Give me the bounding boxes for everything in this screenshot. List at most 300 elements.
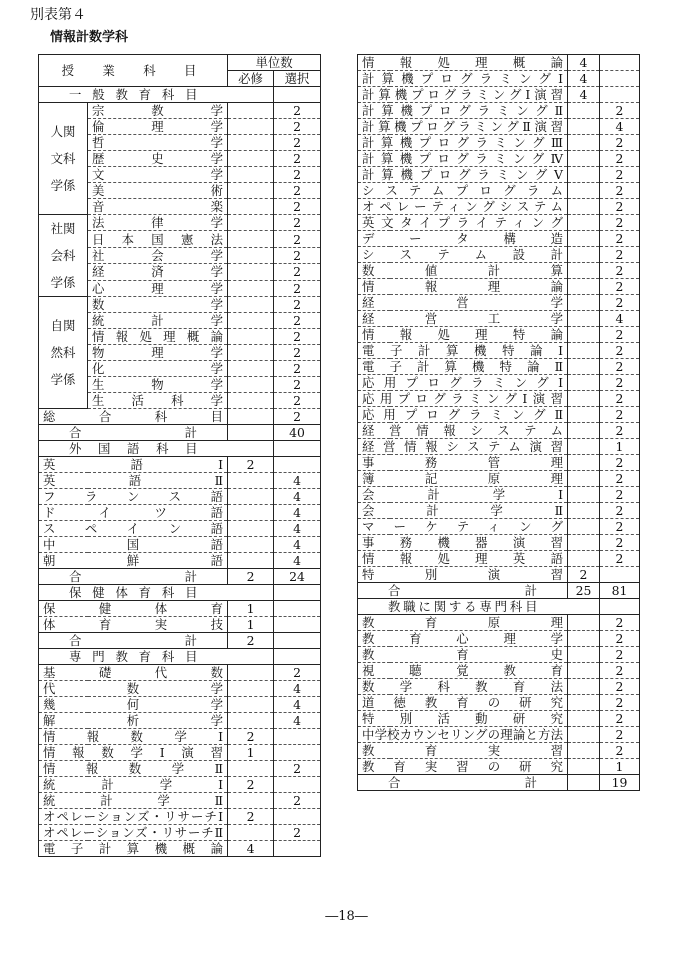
elective-credits: 2 (600, 423, 640, 439)
subject-name: 計算機プログラミングⅡ演習 (358, 119, 568, 135)
required-credits: 2 (568, 567, 600, 583)
elective-credits: 4 (274, 713, 321, 729)
subject-name: 応用プログラミングⅠ演習 (358, 391, 568, 407)
table-row (358, 679, 640, 695)
required-credits: 2 (228, 729, 274, 745)
subject-name: 数学科教育法 (358, 679, 568, 695)
section-header-row (358, 599, 640, 615)
table-row (39, 697, 321, 713)
table-row (358, 119, 640, 135)
elective-credits: 1 (600, 439, 640, 455)
subject-name: 統計学Ⅰ (39, 777, 228, 793)
table-row (39, 809, 321, 825)
subject-name: 生活科学 (88, 393, 228, 409)
required-credits (228, 489, 274, 505)
subject-name: 特別活動研究 (358, 711, 568, 727)
subject-name: 朝鮮語 (39, 553, 228, 569)
table-row (39, 825, 321, 841)
required-credits (568, 759, 600, 775)
table-row (39, 713, 321, 729)
elective-credits: 4 (274, 521, 321, 537)
subject-name: 体育実技 (39, 617, 228, 633)
required-header: 必修 (228, 71, 274, 87)
table-row (39, 473, 321, 489)
elective-credits: 2 (274, 761, 321, 777)
subject-name: 特別演習 (358, 567, 568, 583)
required-credits (568, 311, 600, 327)
elective-credits: 2 (274, 215, 321, 231)
required-credits (568, 455, 600, 471)
required-credits: 1 (228, 601, 274, 617)
subject-name: 経営情報システム演習 (358, 439, 568, 455)
total-row (39, 569, 321, 585)
table-row (39, 457, 321, 473)
elective-credits: 2 (600, 487, 640, 503)
required-credits (568, 423, 600, 439)
elective-credits: 2 (600, 151, 640, 167)
elective-credits: 2 (600, 135, 640, 151)
subject-name: 英文タイプライティング (358, 215, 568, 231)
elective-credits: 2 (274, 313, 321, 329)
subject-name: 電子計算機特論Ⅰ (358, 343, 568, 359)
table-row (39, 793, 321, 809)
subject-name: 中国語 (39, 537, 228, 553)
subject-name: 日本国憲法 (88, 231, 228, 247)
subject-group-label: 社関会科学係 (39, 215, 88, 297)
required-credits (568, 343, 600, 359)
subject-name: オペレーティングシステム (358, 199, 568, 215)
elective-credits: 2 (600, 199, 640, 215)
elective-credits (274, 601, 321, 617)
total-label: 合計 (39, 569, 228, 585)
table-row (358, 167, 640, 183)
elective-credits: 4 (274, 505, 321, 521)
subject-name: 総合科目 (39, 409, 228, 425)
header-row-1 (39, 55, 321, 71)
subject-name: 経営工学 (358, 311, 568, 327)
table-row (358, 663, 640, 679)
elective-credits: 2 (274, 377, 321, 393)
section-title: 教職に関する専門科目 (358, 599, 568, 615)
elective-credits (600, 87, 640, 103)
total-required: 2 (228, 633, 274, 649)
subject-name: 社会学 (88, 247, 228, 263)
total-label: 合計 (39, 425, 228, 441)
table-row (358, 71, 640, 87)
section-blank-cell (600, 599, 640, 615)
elective-credits: 2 (600, 647, 640, 663)
total-row (358, 775, 640, 791)
section-blank-cell (274, 441, 321, 457)
required-credits (228, 681, 274, 697)
section-blank-cell (274, 585, 321, 601)
elective-credits: 2 (600, 231, 640, 247)
subject-name: 会計学Ⅱ (358, 503, 568, 519)
credits-header: 単位数 (228, 55, 321, 71)
total-label: 合計 (39, 633, 228, 649)
section-header-row (39, 585, 321, 601)
table-row (358, 135, 640, 151)
subject-name: 保健体育 (39, 601, 228, 617)
elective-credits: 2 (600, 343, 640, 359)
subject-name: 基礎代数 (39, 665, 228, 681)
elective-credits (274, 457, 321, 473)
right-curriculum-table (357, 54, 640, 791)
subject-name: 幾何学 (39, 697, 228, 713)
required-credits (568, 103, 600, 119)
subject-name: スペイン語 (39, 521, 228, 537)
elective-credits: 2 (274, 665, 321, 681)
table-row (39, 777, 321, 793)
required-credits (568, 727, 600, 743)
subject-name: 電子計算機特論Ⅱ (358, 359, 568, 375)
table-row (358, 519, 640, 535)
subject-name: 計算機プログラミングⅡ (358, 103, 568, 119)
required-credits (568, 391, 600, 407)
elective-credits: 2 (600, 551, 640, 567)
subject-name: 情報処理特論 (358, 327, 568, 343)
department-title: 情報計数学科 (50, 30, 129, 45)
required-credits (228, 215, 274, 231)
elective-credits: 2 (600, 375, 640, 391)
subject-name: 化学 (88, 361, 228, 377)
required-credits (568, 263, 600, 279)
table-row (358, 711, 640, 727)
required-credits (568, 647, 600, 663)
elective-credits: 2 (600, 743, 640, 759)
table-row (358, 391, 640, 407)
required-credits (568, 615, 600, 631)
elective-credits: 2 (274, 793, 321, 809)
table-row (358, 343, 640, 359)
required-credits (568, 167, 600, 183)
table-row (39, 841, 321, 857)
table-row (358, 487, 640, 503)
elective-credits: 2 (600, 711, 640, 727)
section-blank-cell (228, 441, 274, 457)
elective-credits: 4 (274, 697, 321, 713)
required-credits (568, 199, 600, 215)
table-row (358, 439, 640, 455)
subject-name: 宗教学 (88, 103, 228, 119)
elective-credits: 2 (274, 167, 321, 183)
section-header-row (39, 87, 321, 103)
section-header-row (39, 649, 321, 665)
elective-credits: 2 (600, 359, 640, 375)
elective-credits (274, 745, 321, 761)
subject-name: フランス語 (39, 489, 228, 505)
elective-credits: 4 (600, 119, 640, 135)
elective-credits: 4 (274, 553, 321, 569)
elective-credits (600, 71, 640, 87)
table-row (39, 489, 321, 505)
required-credits (228, 119, 274, 135)
table-row (39, 681, 321, 697)
table-row (358, 727, 640, 743)
required-credits (568, 359, 600, 375)
required-credits (568, 503, 600, 519)
subject-name: 計算機プログラミングⅠ演習 (358, 87, 568, 103)
required-credits (568, 551, 600, 567)
table-row (358, 535, 640, 551)
total-elective (274, 633, 321, 649)
required-credits (228, 793, 274, 809)
elective-credits: 2 (274, 151, 321, 167)
elective-credits: 4 (274, 681, 321, 697)
subject-name: 応用プログラミングⅡ (358, 407, 568, 423)
subject-name: 教育実習 (358, 743, 568, 759)
required-credits: 4 (568, 87, 600, 103)
required-credits (228, 103, 274, 119)
elective-credits: 2 (600, 167, 640, 183)
table-row (358, 279, 640, 295)
table-row (39, 665, 321, 681)
elective-credits: 2 (600, 615, 640, 631)
subject-name: 文学 (88, 167, 228, 183)
subject-name: 情報数学Ⅰ (39, 729, 228, 745)
required-credits (228, 697, 274, 713)
elective-credits (274, 729, 321, 745)
subject-name: 視聴覚教育 (358, 663, 568, 679)
total-label: 合計 (358, 583, 568, 599)
subject-group-label: 自関然科学係 (39, 297, 88, 409)
elective-credits: 4 (274, 473, 321, 489)
elective-credits: 2 (600, 631, 640, 647)
subject-name: 英語Ⅱ (39, 473, 228, 489)
required-credits: 2 (228, 457, 274, 473)
section-title: 一般教育科目 (39, 87, 228, 103)
elective-credits: 2 (274, 135, 321, 151)
required-credits (568, 711, 600, 727)
elective-credits (274, 809, 321, 825)
elective-credits: 2 (600, 471, 640, 487)
section-title: 外国語科目 (39, 441, 228, 457)
elective-credits: 2 (600, 295, 640, 311)
table-row (358, 151, 640, 167)
subject-name: 教育実習の研究 (358, 759, 568, 775)
table-row (39, 601, 321, 617)
total-row (39, 425, 321, 441)
subject-name: 代数学 (39, 681, 228, 697)
table-row (39, 297, 321, 313)
required-credits (228, 713, 274, 729)
required-credits: 4 (568, 71, 600, 87)
required-credits (568, 439, 600, 455)
table-row (358, 407, 640, 423)
subject-name: 情報理論 (358, 279, 568, 295)
required-credits (228, 665, 274, 681)
subject-name: データ構造 (358, 231, 568, 247)
table-row (358, 567, 640, 583)
subject-name: 教育原理 (358, 615, 568, 631)
elective-credits: 2 (600, 455, 640, 471)
elective-credits: 2 (274, 119, 321, 135)
required-credits (568, 471, 600, 487)
subject-name: システムプログラム (358, 183, 568, 199)
subject-name: 会計学Ⅰ (358, 487, 568, 503)
required-credits (228, 199, 274, 215)
required-credits (228, 329, 274, 345)
table-row (358, 359, 640, 375)
table-row (358, 615, 640, 631)
required-credits (568, 375, 600, 391)
required-credits (568, 231, 600, 247)
required-credits (228, 313, 274, 329)
elective-credits: 2 (600, 503, 640, 519)
subject-name: 中学校カウンセリングの理論と方法 (358, 727, 568, 743)
subject-name: 教育史 (358, 647, 568, 663)
required-credits (228, 553, 274, 569)
elective-credits: 2 (600, 391, 640, 407)
subject-name: マーケティング (358, 519, 568, 535)
elective-credits: 2 (600, 695, 640, 711)
elective-credits: 2 (274, 199, 321, 215)
table-row (358, 295, 640, 311)
required-credits (568, 151, 600, 167)
total-elective: 24 (274, 569, 321, 585)
table-row (358, 231, 640, 247)
elective-credits (274, 841, 321, 857)
total-required: 2 (228, 569, 274, 585)
required-credits (568, 631, 600, 647)
table-row (39, 409, 321, 425)
table-row (358, 375, 640, 391)
section-title: 保健体育科目 (39, 585, 228, 601)
subject-name: 計算機プログラミングⅢ (358, 135, 568, 151)
elective-credits: 2 (600, 679, 640, 695)
table-row (39, 505, 321, 521)
subject-name: システム設計 (358, 247, 568, 263)
table-row (358, 55, 640, 71)
subject-name: 歴史学 (88, 151, 228, 167)
required-credits (568, 679, 600, 695)
required-credits: 2 (228, 809, 274, 825)
required-credits: 1 (228, 617, 274, 633)
elective-credits: 1 (600, 759, 640, 775)
required-credits: 4 (228, 841, 274, 857)
table-row (39, 729, 321, 745)
table-row (39, 215, 321, 231)
elective-credits: 4 (274, 489, 321, 505)
table-row (358, 695, 640, 711)
required-credits (228, 361, 274, 377)
table-row (358, 103, 640, 119)
section-blank-cell (228, 87, 274, 103)
required-credits (228, 393, 274, 409)
elective-credits: 2 (274, 361, 321, 377)
subject-name: 哲学 (88, 135, 228, 151)
required-credits (228, 521, 274, 537)
subject-name: オペレーションズ・リサーチⅠ (39, 809, 228, 825)
required-credits (228, 151, 274, 167)
total-elective: 19 (600, 775, 640, 791)
subject-name: 計算機プログラミングⅠ (358, 71, 568, 87)
total-required: 25 (568, 583, 600, 599)
subject-name: 美術 (88, 183, 228, 199)
required-credits (228, 167, 274, 183)
required-credits (228, 473, 274, 489)
elective-credits: 2 (274, 183, 321, 199)
subject-name: 心理学 (88, 280, 228, 296)
required-credits (568, 487, 600, 503)
subject-name: 解析学 (39, 713, 228, 729)
table-row (358, 327, 640, 343)
subject-name: 事務管理 (358, 455, 568, 471)
required-credits (568, 663, 600, 679)
elective-credits: 4 (600, 311, 640, 327)
elective-credits: 2 (274, 409, 321, 425)
elective-credits: 2 (600, 215, 640, 231)
subject-name: 計算機プログラミングⅣ (358, 151, 568, 167)
subject-name: 英語Ⅰ (39, 457, 228, 473)
required-credits (568, 295, 600, 311)
table-row (39, 761, 321, 777)
subject-name: 情報数学Ⅱ (39, 761, 228, 777)
subject-name: 法律学 (88, 215, 228, 231)
subject-header: 授 業 科 目 (39, 55, 228, 87)
table-row (39, 521, 321, 537)
elective-credits: 2 (600, 727, 640, 743)
section-blank-cell (274, 649, 321, 665)
elective-credits: 2 (274, 280, 321, 296)
required-credits (228, 505, 274, 521)
section-blank-cell (228, 649, 274, 665)
subject-name: 教育心理学 (358, 631, 568, 647)
subject-name: 情報処理英語 (358, 551, 568, 567)
required-credits (228, 264, 274, 280)
table-row (358, 263, 640, 279)
subject-name: オペレーションズ・リサーチⅡ (39, 825, 228, 841)
required-credits (568, 519, 600, 535)
elective-credits: 2 (274, 345, 321, 361)
section-blank-cell (228, 585, 274, 601)
elective-credits: 2 (600, 279, 640, 295)
required-credits (228, 183, 274, 199)
elective-credits: 2 (600, 327, 640, 343)
required-credits (228, 231, 274, 247)
page-number: ―18― (325, 909, 368, 924)
elective-credits: 2 (274, 103, 321, 119)
required-credits (568, 695, 600, 711)
required-credits (228, 761, 274, 777)
elective-credits: 4 (274, 537, 321, 553)
table-row (358, 87, 640, 103)
table-row (358, 471, 640, 487)
required-credits (568, 119, 600, 135)
required-credits (568, 327, 600, 343)
elective-credits: 2 (600, 519, 640, 535)
table-row (39, 553, 321, 569)
elective-credits (274, 777, 321, 793)
table-row (39, 745, 321, 761)
required-credits (568, 279, 600, 295)
elective-credits: 2 (274, 247, 321, 263)
total-elective: 81 (600, 583, 640, 599)
required-credits: 2 (228, 777, 274, 793)
table-row (358, 247, 640, 263)
section-blank-cell (568, 599, 600, 615)
required-credits (568, 215, 600, 231)
required-credits (228, 297, 274, 313)
elective-credits (274, 617, 321, 633)
total-required (568, 775, 600, 791)
table-row (358, 743, 640, 759)
subject-name: 統計学 (88, 313, 228, 329)
required-credits (228, 409, 274, 425)
elective-credits: 2 (274, 329, 321, 345)
elective-credits: 2 (600, 183, 640, 199)
section-header-row (39, 441, 321, 457)
